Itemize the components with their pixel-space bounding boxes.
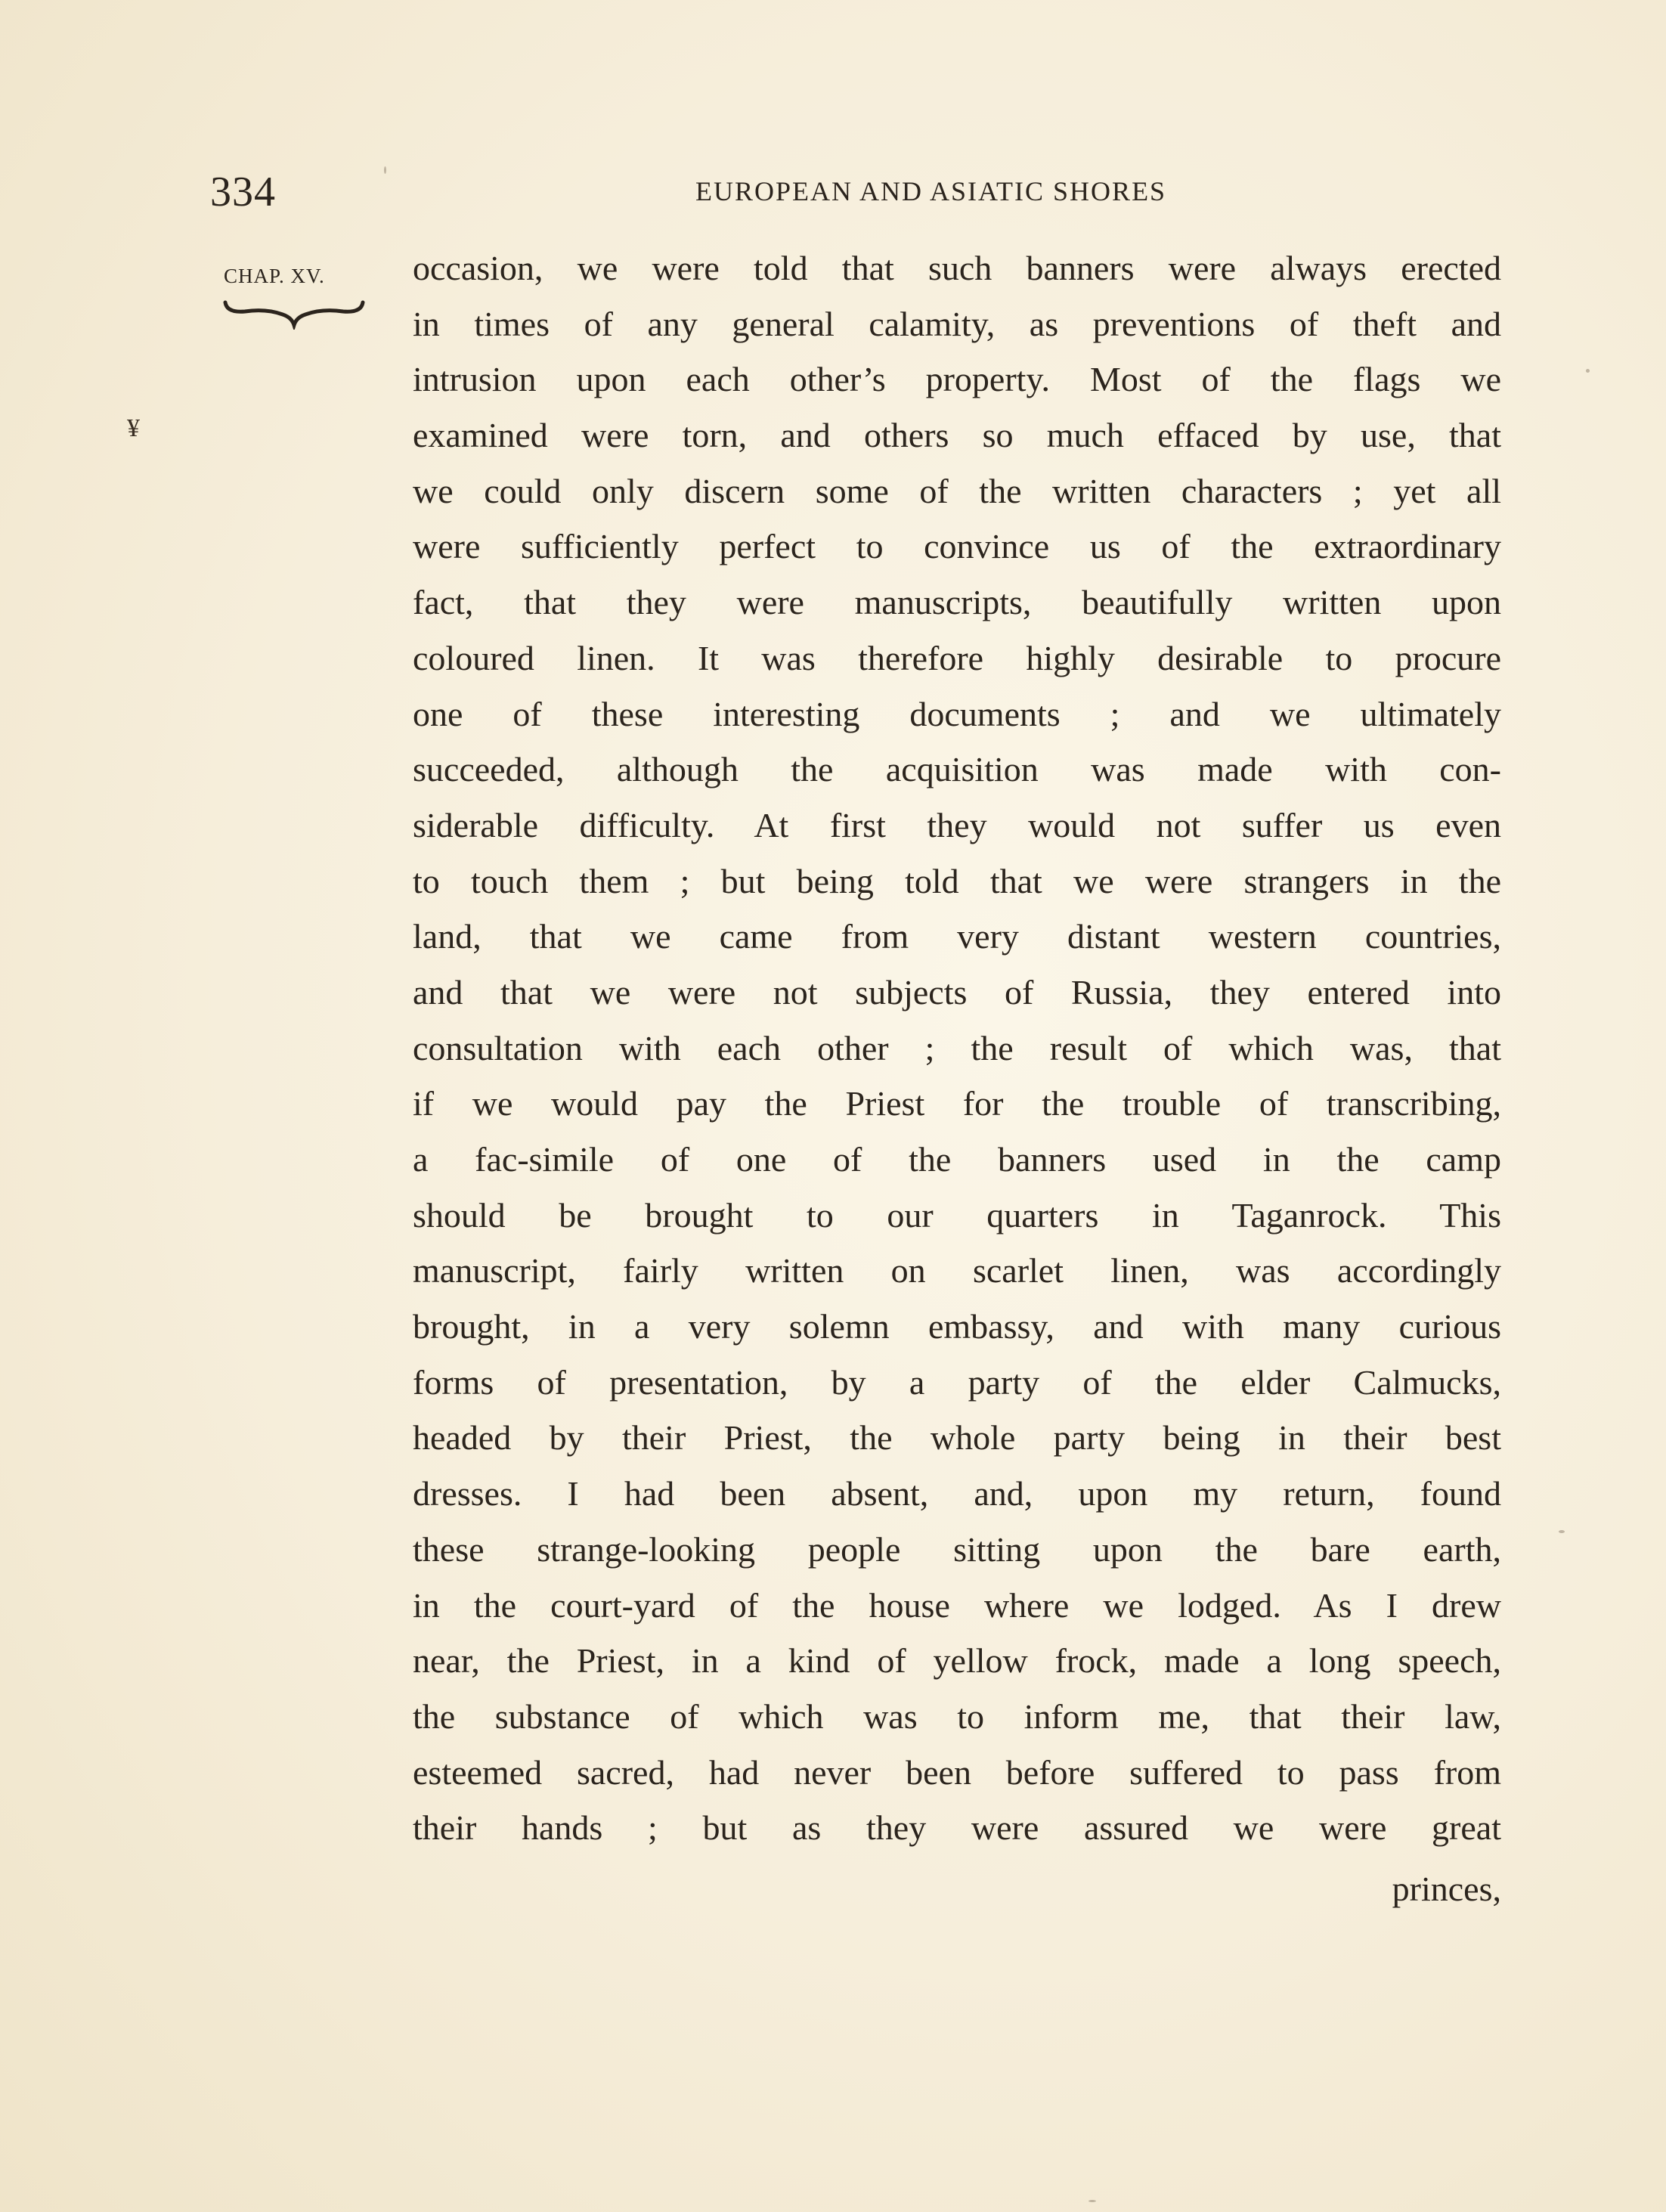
text-line: in times of any general calamity, as preventions of theft and — [413, 304, 1501, 343]
running-head: EUROPEAN AND ASIATIC SHORES — [695, 176, 1167, 206]
text-line: consultation with each other ; the result of which was, that — [413, 1028, 1501, 1067]
text-line: examined were torn, and others so much effaced by use, that — [413, 416, 1501, 455]
text-line: fact, that they were manuscripts, beautifully written upon — [413, 583, 1501, 622]
paper-speck — [384, 166, 386, 174]
text-line: near, the Priest, in a kind of yellow frock, made a long speech, — [413, 1641, 1501, 1681]
body-text — [413, 240, 1501, 1856]
chapter-brace-ornament — [222, 299, 366, 330]
text-line: dresses. I had been absent, and, upon my return, found — [413, 1474, 1501, 1513]
text-line: and that we were not subjects of Russia, they entered into — [413, 972, 1501, 1012]
chapter-label: CHAP. XV. — [224, 265, 325, 287]
text-line: these strange-looking people sitting upon the bare earth, — [413, 1529, 1501, 1569]
text-line: intrusion upon each other’s property. Most of the flags we — [413, 360, 1501, 399]
text-line: occasion, we were told that such banners were always erected — [413, 249, 1501, 287]
text-line: succeeded, although the acquisition was made with con- — [413, 750, 1501, 789]
text-line: to touch them ; but being told that we were strangers in the — [413, 861, 1501, 900]
text-line: if we would pay the Priest for the trouble of transcribing, — [413, 1084, 1501, 1123]
text-line: land, that we came from very distant western countries, — [413, 917, 1501, 956]
paper-speck — [1559, 1530, 1565, 1533]
margin-ink-mark: ¥ — [127, 414, 140, 442]
text-line: one of these interesting documents ; and we ultimately — [413, 694, 1501, 733]
paper-speck — [1088, 2200, 1096, 2202]
text-line: siderable difficulty. At first they would not suffer us even — [413, 805, 1501, 844]
text-line: should be brought to our quarters in Taganrock. This — [413, 1195, 1501, 1235]
text-line: in the court-yard of the house where we lodged. As I drew — [413, 1585, 1501, 1625]
text-line: were sufficiently perfect to convince us of the extraordinary — [413, 527, 1501, 566]
text-line: their hands ; but as they were assured we were great — [413, 1808, 1501, 1848]
text-line: esteemed sacred, had never been before suffered to pass from — [413, 1752, 1501, 1792]
text-line: we could only discern some of the written characters ; yet all — [413, 471, 1501, 510]
page-number: 334 — [210, 169, 276, 215]
text-line: headed by their Priest, the whole party being in their best — [413, 1418, 1501, 1458]
paper-speck — [1586, 369, 1590, 373]
text-line: a fac-simile of one of the banners used in the camp — [413, 1140, 1501, 1179]
text-line: the substance of which was to inform me, that their law, — [413, 1696, 1501, 1736]
catchword: princes, — [1392, 1870, 1501, 1908]
text-line: forms of presentation, by a party of the elder Calmucks, — [413, 1362, 1501, 1402]
text-line: manuscript, fairly written on scarlet linen, was accordingly — [413, 1251, 1501, 1290]
text-line: brought, in a very solemn embassy, and with many curious — [413, 1307, 1501, 1346]
text-line: coloured linen. It was therefore highly desirable to procure — [413, 638, 1501, 677]
